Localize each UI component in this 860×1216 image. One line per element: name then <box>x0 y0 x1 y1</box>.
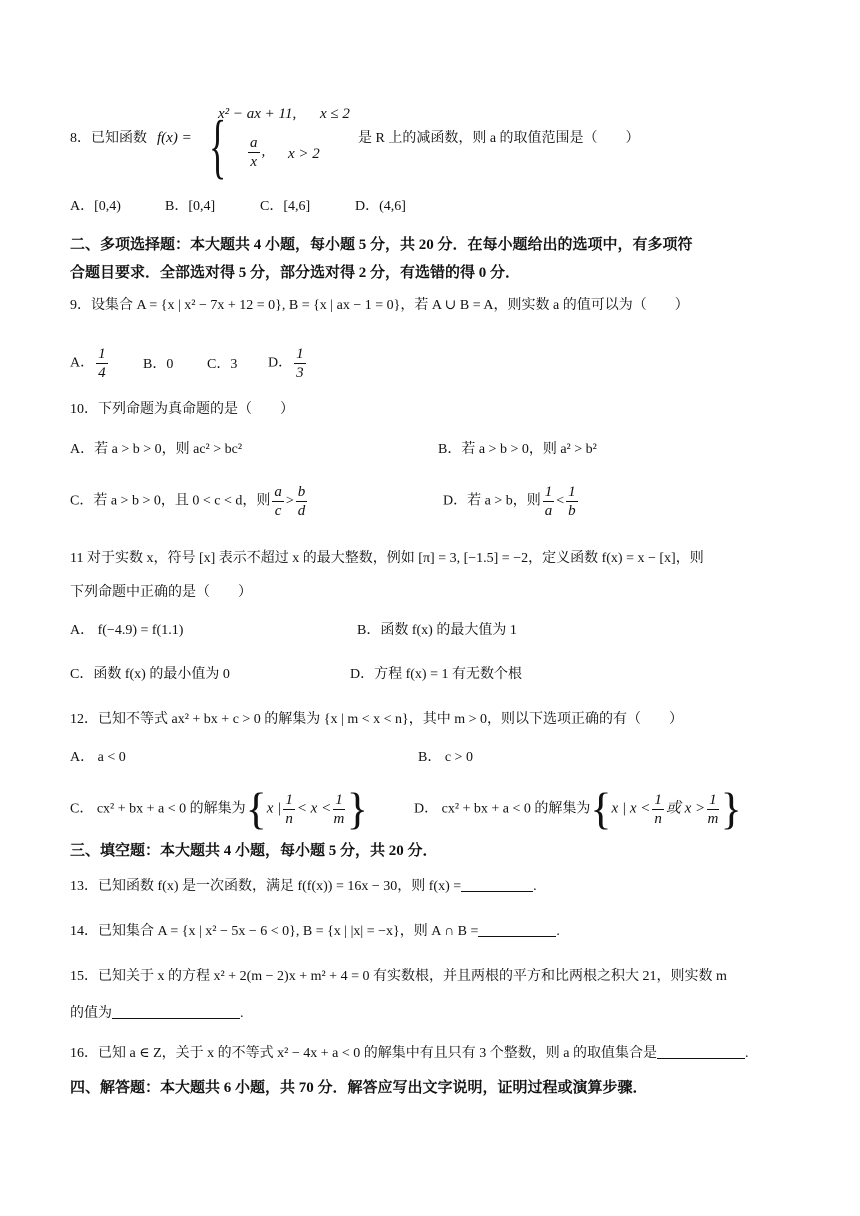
q9-option-b: B．0 <box>143 357 174 372</box>
q12-d-frac1-num: 1 <box>654 792 662 808</box>
q12-c-frac1-num: 1 <box>285 792 293 808</box>
q12-option-d <box>414 784 742 834</box>
q10-d-frac2-den: b <box>568 503 576 519</box>
q8-case1: x² − ax + 11, <box>218 106 297 122</box>
q12-d-right-brace: } <box>720 784 742 834</box>
q8-option-a: A．[0,4) <box>70 199 121 214</box>
q14-line <box>70 922 560 942</box>
q10-c-op: > <box>285 493 294 509</box>
q8-func: f(x) = <box>157 130 192 146</box>
q12-option-a: A． a < 0 <box>70 750 126 765</box>
q13-text: 13．已知函数 f(x) 是一次函数，满足 f(f(x)) = 16x − 30，则 f(x) = <box>70 879 462 894</box>
q12-c-left-brace: { <box>245 784 267 834</box>
q10-text: 10．下列命题为真命题的是（ ） <box>70 402 294 417</box>
q8-option-d: D．(4,6] <box>355 199 406 214</box>
q8-option-c: C．[4,6] <box>260 199 311 214</box>
q10-d-op: < <box>556 493 565 509</box>
q9-option-a-den: 4 <box>98 365 106 381</box>
q12-c-right-brace: } <box>346 784 368 834</box>
q8-left-brace: { <box>209 106 227 186</box>
q10-option-a: A．若 a > b > 0，则 ac² > bc² <box>70 442 243 457</box>
q15-text2: 的值为 <box>70 1006 112 1021</box>
section-2-heading-line2: 合题目要求．全部选对得 5 分，部分选对得 2 分，有选错的得 0 分． <box>70 265 521 281</box>
q10-option-b: B．若 a > b > 0，则 a² > b² <box>438 442 597 457</box>
q11-option-b: B．函数 f(x) 的最大值为 1 <box>357 623 517 638</box>
q9-option-d <box>268 345 308 382</box>
q10-option-c-text: C．若 a > b > 0，且 0 < c < d，则 <box>70 493 271 509</box>
q9-option-d-den: 3 <box>296 365 304 381</box>
q11-option-d: D．方程 f(x) = 1 有无数个根 <box>350 667 522 682</box>
section-4-heading: 四、解答题：本大题共 6 小题，共 70 分．解答应写出文字说明，证明过程或演算步骤． <box>70 1080 648 1096</box>
q15-end: . <box>240 1006 244 1021</box>
q11-option-c: C．函数 f(x) 的最小值为 0 <box>70 667 230 682</box>
q10-option-d <box>443 483 580 520</box>
q16-text: 16．已知 a ∈ Z，关于 x 的不等式 x² − 4x + a < 0 的解集中有且只有 3 个整数，则 a 的取值集合是 <box>70 1046 657 1061</box>
q8-option-b: B．[0,4] <box>165 199 216 214</box>
q10-c-frac1-den: c <box>274 503 282 519</box>
section-2-heading-line1: 二、多项选择题：本大题共 4 小题，每小题 5 分，共 20 分．在每小题给出的选项中，有多项符 <box>70 237 693 253</box>
q14-answer-blank[interactable] <box>478 922 556 937</box>
q8-cond1: x ≤ 2 <box>320 106 350 122</box>
q10-d-frac1-den: a <box>544 503 553 519</box>
q10-option-d-text: D．若 a > b，则 <box>443 493 541 509</box>
q9-option-a-num: 1 <box>98 346 106 362</box>
q9-text: 9．设集合 A = {x | x² − 7x + 12 = 0}, B = {x | ax − 1 = 0}，若 A ∪ B = A，则实数 a 的值可以为（ ） <box>70 298 689 313</box>
q12-d-mid: 或 x > <box>665 800 706 817</box>
q12-c-frac2-den: m <box>333 811 345 827</box>
section-3-heading: 三、填空题：本大题共 4 小题，每小题 5 分，共 20 分． <box>70 843 438 859</box>
q8-case2-den: x <box>250 154 258 170</box>
q10-option-c <box>70 483 309 520</box>
q15-answer-blank[interactable] <box>112 1004 240 1019</box>
q15-line1: 15．已知关于 x 的方程 x² + 2(m − 2)x + m² + 4 = 0 有实数根，并且两根的平方和比两根之积大 21，则实数 m <box>70 969 727 984</box>
q13-end: . <box>533 879 537 894</box>
q9-option-a-label: A． <box>70 355 95 371</box>
q12-option-c-text: C． cx² + bx + a < 0 的解集为 <box>70 801 246 817</box>
q15-line2 <box>70 1004 244 1024</box>
q12-option-c <box>70 784 368 834</box>
q14-text: 14．已知集合 A = {x | x² − 5x − 6 < 0}, B = {x | |x| = −x}，则 A ∩ B = <box>70 924 479 939</box>
q11-option-a: A． f(−4.9) = f(1.1) <box>70 623 184 638</box>
q12-c-frac2-num: 1 <box>335 792 343 808</box>
q13-answer-blank[interactable] <box>461 877 533 892</box>
q10-c-frac1-num: a <box>274 484 282 500</box>
q10-d-frac2-num: 1 <box>568 484 576 500</box>
q8-cond2: x > 2 <box>288 146 320 162</box>
q12-d-frac1-den: n <box>654 811 662 827</box>
q16-line <box>70 1044 748 1064</box>
q8-prefix: 8．已知函数 <box>70 131 147 146</box>
q11-line1: 11 对于实数 x，符号 [x] 表示不超过 x 的最大整数，例如 [π] = 3, [−1.5] = −2，定义函数 f(x) = x − [x]，则 <box>70 551 704 566</box>
q14-end: . <box>556 924 560 939</box>
q12-option-b: B． c > 0 <box>418 750 473 765</box>
q9-option-d-num: 1 <box>296 346 304 362</box>
q12-c-set-prefix: x | <box>266 800 282 817</box>
q12-d-frac2-num: 1 <box>709 792 717 808</box>
q12-d-set-prefix: x | x < <box>611 800 651 817</box>
q12-c-frac1-den: n <box>285 811 293 827</box>
q16-end: . <box>744 1046 749 1061</box>
q13-line <box>70 877 537 897</box>
q12-d-frac2-den: m <box>707 811 719 827</box>
q11-line2: 下列命题中正确的是（ ） <box>70 585 252 600</box>
q10-c-frac2-den: d <box>297 503 306 519</box>
q12-option-d-text: D． cx² + bx + a < 0 的解集为 <box>414 801 591 817</box>
q10-d-frac1-num: 1 <box>544 484 553 500</box>
q9-option-c: C．3 <box>207 357 238 372</box>
q8-case2: $\frac{a}{x}$ , <box>250 135 266 170</box>
q9-option-a <box>70 345 110 382</box>
q16-answer-blank[interactable] <box>657 1044 745 1059</box>
q12-c-mid: < x < <box>296 800 332 817</box>
q8-suffix: 是 R 上的减函数，则 a 的取值范围是（ ） <box>358 131 640 146</box>
q12-text: 12．已知不等式 ax² + bx + c > 0 的解集为 {x | m < x < n}，其中 m > 0，则以下选项正确的有（ ） <box>70 712 684 727</box>
q8-case2-num: a <box>250 135 258 151</box>
q12-d-left-brace: { <box>590 784 612 834</box>
q9-option-d-label: D． <box>268 355 293 371</box>
q10-c-frac2-num: b <box>297 484 306 500</box>
